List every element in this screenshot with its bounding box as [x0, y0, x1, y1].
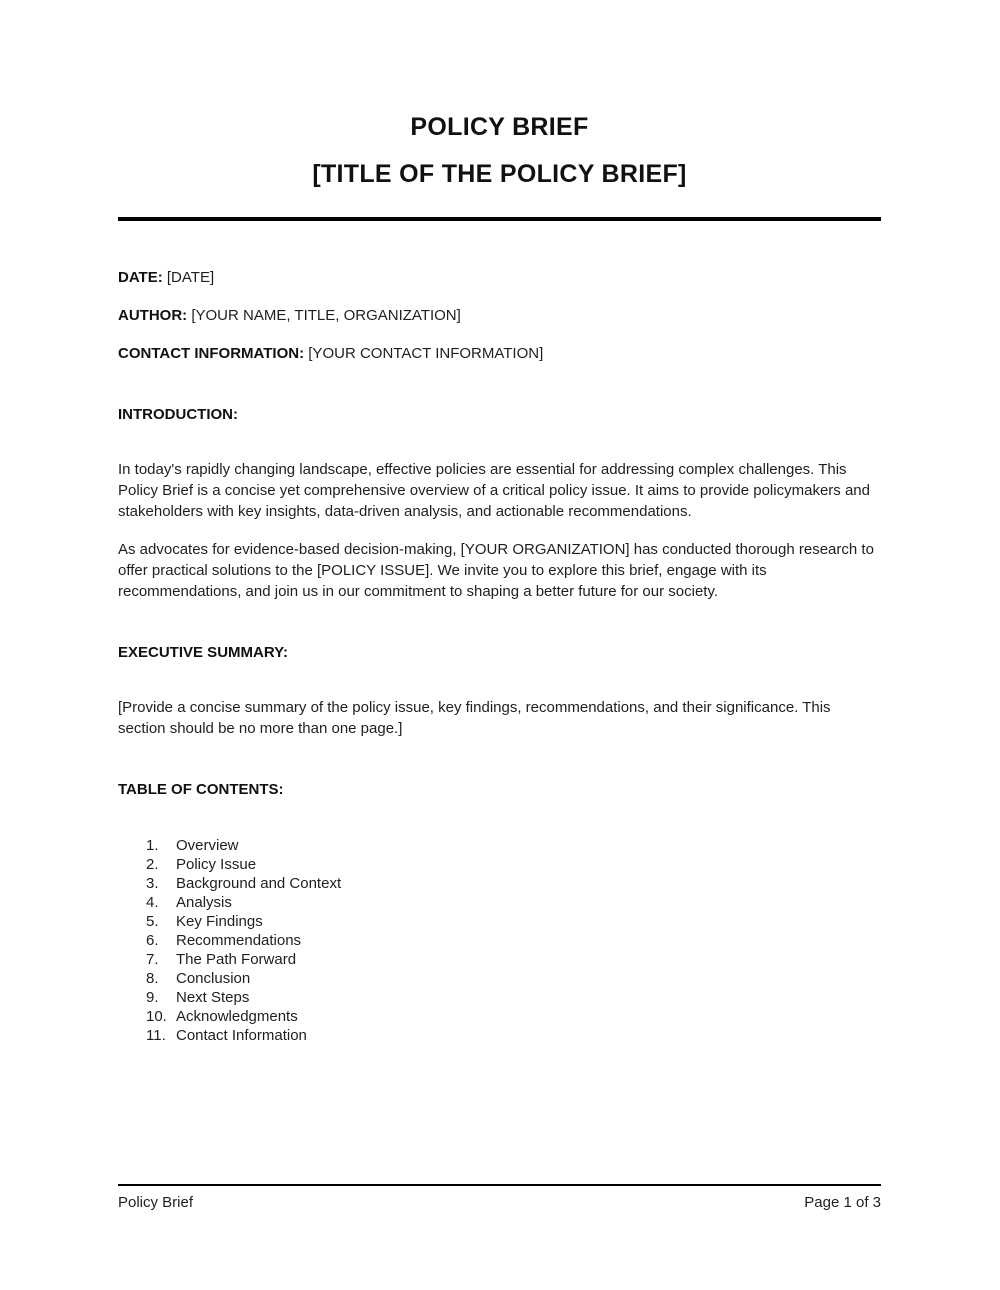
toc-item-label: Recommendations: [176, 932, 302, 949]
toc-item-background-and-context: [146, 874, 881, 893]
toc-item-acknowledgments: [146, 1007, 881, 1026]
toc-item-number: 1.: [146, 837, 159, 854]
document-title: POLICY BRIEF: [410, 113, 589, 141]
toc-item-number: 8.: [146, 970, 159, 987]
toc-item-label: Conclusion: [176, 970, 251, 987]
toc-item-recommendations: [146, 931, 881, 950]
author-line: [118, 305, 881, 326]
executive-summary-body: [Provide a concise summary of the policy issue, key findings, recommendations, and their significance. This section should be no more than one page.]: [118, 699, 831, 737]
toc-item-label: Background and Context: [176, 875, 342, 892]
date-value: [DATE]: [166, 269, 215, 286]
author-label: AUTHOR:: [118, 307, 188, 324]
introduction-paragraph-2: As advocates for evidence-based decision-making, [YOUR ORGANIZATION] has conducted thorough research to offer practical solutions to the [POLICY ISSUE]. We invite you to explore this brief, engage with its recommendations, and join us in our commitment to shaping a better future for our society.: [118, 541, 874, 600]
toc-item-label: Analysis: [176, 894, 232, 911]
date-label: DATE:: [118, 269, 163, 286]
author-value: [YOUR NAME, TITLE, ORGANIZATION]: [191, 307, 461, 324]
toc-item-number: 2.: [146, 856, 159, 873]
toc-item-label: Key Findings: [176, 913, 263, 930]
meta-block: [118, 267, 881, 364]
toc-item-number: 3.: [146, 875, 159, 892]
contact-line: [118, 343, 881, 364]
toc-item-label: Policy Issue: [176, 856, 257, 873]
introduction-heading: INTRODUCTION:: [118, 406, 238, 423]
toc-item-number: 5.: [146, 913, 159, 930]
toc-item-key-findings: [146, 912, 881, 931]
toc-item-number: 11.: [146, 1027, 166, 1044]
executive-summary-heading: EXECUTIVE SUMMARY:: [118, 644, 289, 661]
toc-item-label: Overview: [176, 837, 239, 854]
toc-list: [118, 836, 881, 1045]
toc-item-contact-information: [146, 1026, 881, 1045]
toc-item-analysis: [146, 893, 881, 912]
introduction-paragraph-1: In today's rapidly changing landscape, effective policies are essential for addressing complex challenges. This Policy Brief is a concise yet comprehensive overview of a critical policy issue. It aims to provide policymakers and stakeholders with key insights, data-driven analysis, and actionable recommendations.: [118, 461, 870, 520]
toc-item-label: The Path Forward: [176, 951, 297, 968]
toc-item-label: Contact Information: [176, 1027, 307, 1044]
toc-item-number: 9.: [146, 989, 159, 1006]
toc-item-number: 10.: [146, 1008, 167, 1025]
toc-heading: TABLE OF CONTENTS:: [118, 781, 284, 798]
toc-item-overview: [146, 836, 881, 855]
toc-item-conclusion: [146, 969, 881, 988]
toc-item-the-path-forward: [146, 950, 881, 969]
toc-item-label: Acknowledgments: [176, 1008, 298, 1025]
date-line: [118, 267, 881, 288]
toc-item-policy-issue: [146, 855, 881, 874]
toc-item-next-steps: [146, 988, 881, 1007]
toc-item-label: Next Steps: [176, 989, 250, 1006]
toc-item-number: 4.: [146, 894, 159, 911]
document-subtitle: [TITLE OF THE POLICY BRIEF]: [312, 160, 687, 188]
footer-page-number: Page 1 of 3: [804, 1194, 881, 1211]
toc-item-number: 6.: [146, 932, 159, 949]
footer-document-name: Policy Brief: [118, 1194, 194, 1211]
contact-value: [YOUR CONTACT INFORMATION]: [308, 345, 544, 362]
toc-item-number: 7.: [146, 951, 159, 968]
title-divider-rule: [118, 217, 881, 221]
contact-label: CONTACT INFORMATION:: [118, 345, 305, 362]
page-footer: [118, 1184, 881, 1213]
